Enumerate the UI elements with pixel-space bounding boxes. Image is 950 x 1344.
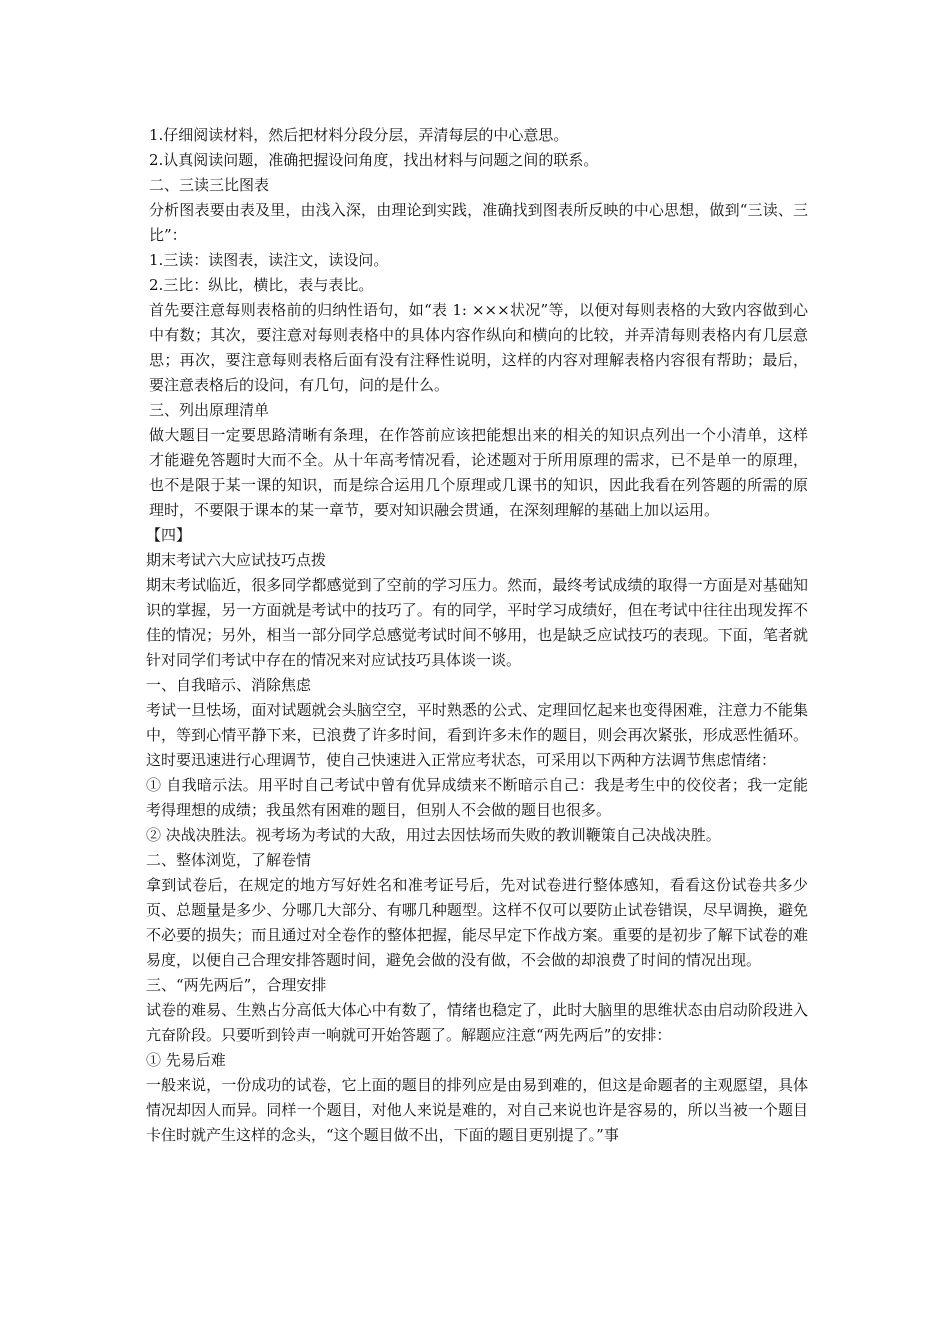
paragraph-principle-list: 做大题目一定要思路清晰有条理，在作答前应该把能想出来的相关的知识点列出一个小清单，这样才能避免答题时大而不全。从十年高考情况看，论述题对于所用原理的需求，已不是单一的原理，也不是限于某一课的知识，而是综合运用几个原理或几课书的知识，因此我看在列答题的所需的原理时，不要限于课本的某一章节，要对知识融会贯通，在深刻理解的基础上加以运用。 (149, 426, 808, 519)
list-item-easy-first: ① 先易后难 (146, 1051, 226, 1069)
paragraph-easy-first: 一般来说，一份成功的试卷，它上面的题目的排列应是由易到难的，但这是命题者的主观愿望，具体情况却因人而异。同样一个题目，对他人来说是难的，对自己来说也许是容易的，所以当被一个题目卡住时就产生这样的念头，“这个题目做不出，下面的题目更别提了。”事 (146, 1076, 808, 1144)
article-title: 期末考试六大应试技巧点拨 (146, 551, 327, 569)
section-heading-chart-reading: 二、三读三比图表 (149, 176, 270, 194)
paragraph-anxiety: 考试一旦怯场，面对试题就会头脑空空，平时熟悉的公式、定理回忆起来也变得困难，注意力不能集中，等到心情平静下来，已浪费了许多时间，看到许多未作的题目，则会再次紧张，形成恶性循环。这时要迅速进行心理调节，使自己快速进入正常应考状态，可采用以下两种方法调节焦虑情绪： (146, 701, 808, 769)
list-item-three-compares: 2.三比：纵比，横比，表与表比。 (149, 276, 374, 294)
paragraph-chart-analysis: 分析图表要由表及里，由浅入深，由理论到实践，准确找到图表所反映的中心思想，做到“三读、三比”： (149, 201, 808, 244)
document-body (146, 123, 808, 1148)
paragraph-table-tips: 首先要注意每则表格前的归纳性语句，如“表 1: ×××状况”等，以便对每则表格的大致内容做到心中有数；其次，要注意对每则表格中的具体内容作纵向和横向的比较，并弄清每则表格内有几层意思；再次，要注意每则表格后面有没有注释性说明，这样的内容对理解表格内容很有帮助；最后，要注意表格后的设问，有几句，问的是什么。 (149, 301, 808, 394)
list-item-self-suggestion: ① 自我暗示法。用平时自己考试中曾有优异成绩来不断暗示自己：我是考生中的佼佼者；我一定能考得理想的成绩；我虽然有困难的题目，但别人不会做的题目也很多。 (146, 776, 808, 819)
list-item-read-question: 2.认真阅读问题，准确把握设问角度，找出材料与问题之间的联系。 (149, 151, 599, 169)
paragraph-arrangement: 试卷的难易、生熟占分高低大体心中有数了，情绪也稳定了，此时大脑里的思维状态由启动阶段进入亢奋阶段。只要听到铃声一响就可开始答题了。解题应注意“两先两后”的安排： (146, 1001, 808, 1044)
paragraph-intro: 期末考试临近，很多同学都感觉到了空前的学习压力。然而，最终考试成绩的取得一方面是对基础知识的掌握，另一方面就是考试中的技巧了。有的同学，平时学习成绩好，但在考试中往往出现发挥不佳的情况；另外，相当一部分同学总感觉考试时间不够用，也是缺乏应试技巧的表现。下面，笔者就针对同学们考试中存在的情况来对应试技巧具体谈一谈。 (146, 576, 808, 669)
section-marker-four: 【四】 (146, 526, 192, 544)
section-heading-two-first-two-after: 三、“两先两后”，合理安排 (146, 976, 327, 994)
list-item-three-reads: 1.三读：读图表，读注文，读设问。 (149, 251, 389, 269)
list-item-read-material: 1.仔细阅读材料，然后把材料分段分层，弄清每层的中心意思。 (149, 126, 569, 144)
list-item-decisive-battle: ② 决战决胜法。视考场为考试的大敌，用过去因怯场而失败的教训鞭策自己决战决胜。 (146, 826, 721, 844)
section-heading-principle-list: 三、列出原理清单 (149, 401, 270, 419)
section-heading-overview: 二、整体浏览，了解卷情 (146, 851, 312, 869)
section-heading-self-suggestion: 一、自我暗示、消除焦虑 (146, 676, 312, 694)
paragraph-overview: 拿到试卷后，在规定的地方写好姓名和准考证号后，先对试卷进行整体感知，看看这份试卷共多少页、总题量是多少、分哪几大部分、有哪几种题型。这样不仅可以要防止试卷错误，尽早调换，避免不必要的损失；而且通过对全卷作的整体把握，能尽早定下作战方案。重要的是初步了解下试卷的难易度，以便自己合理安排答题时间，避免会做的没有做，不会做的却浪费了时间的情况出现。 (146, 876, 808, 969)
